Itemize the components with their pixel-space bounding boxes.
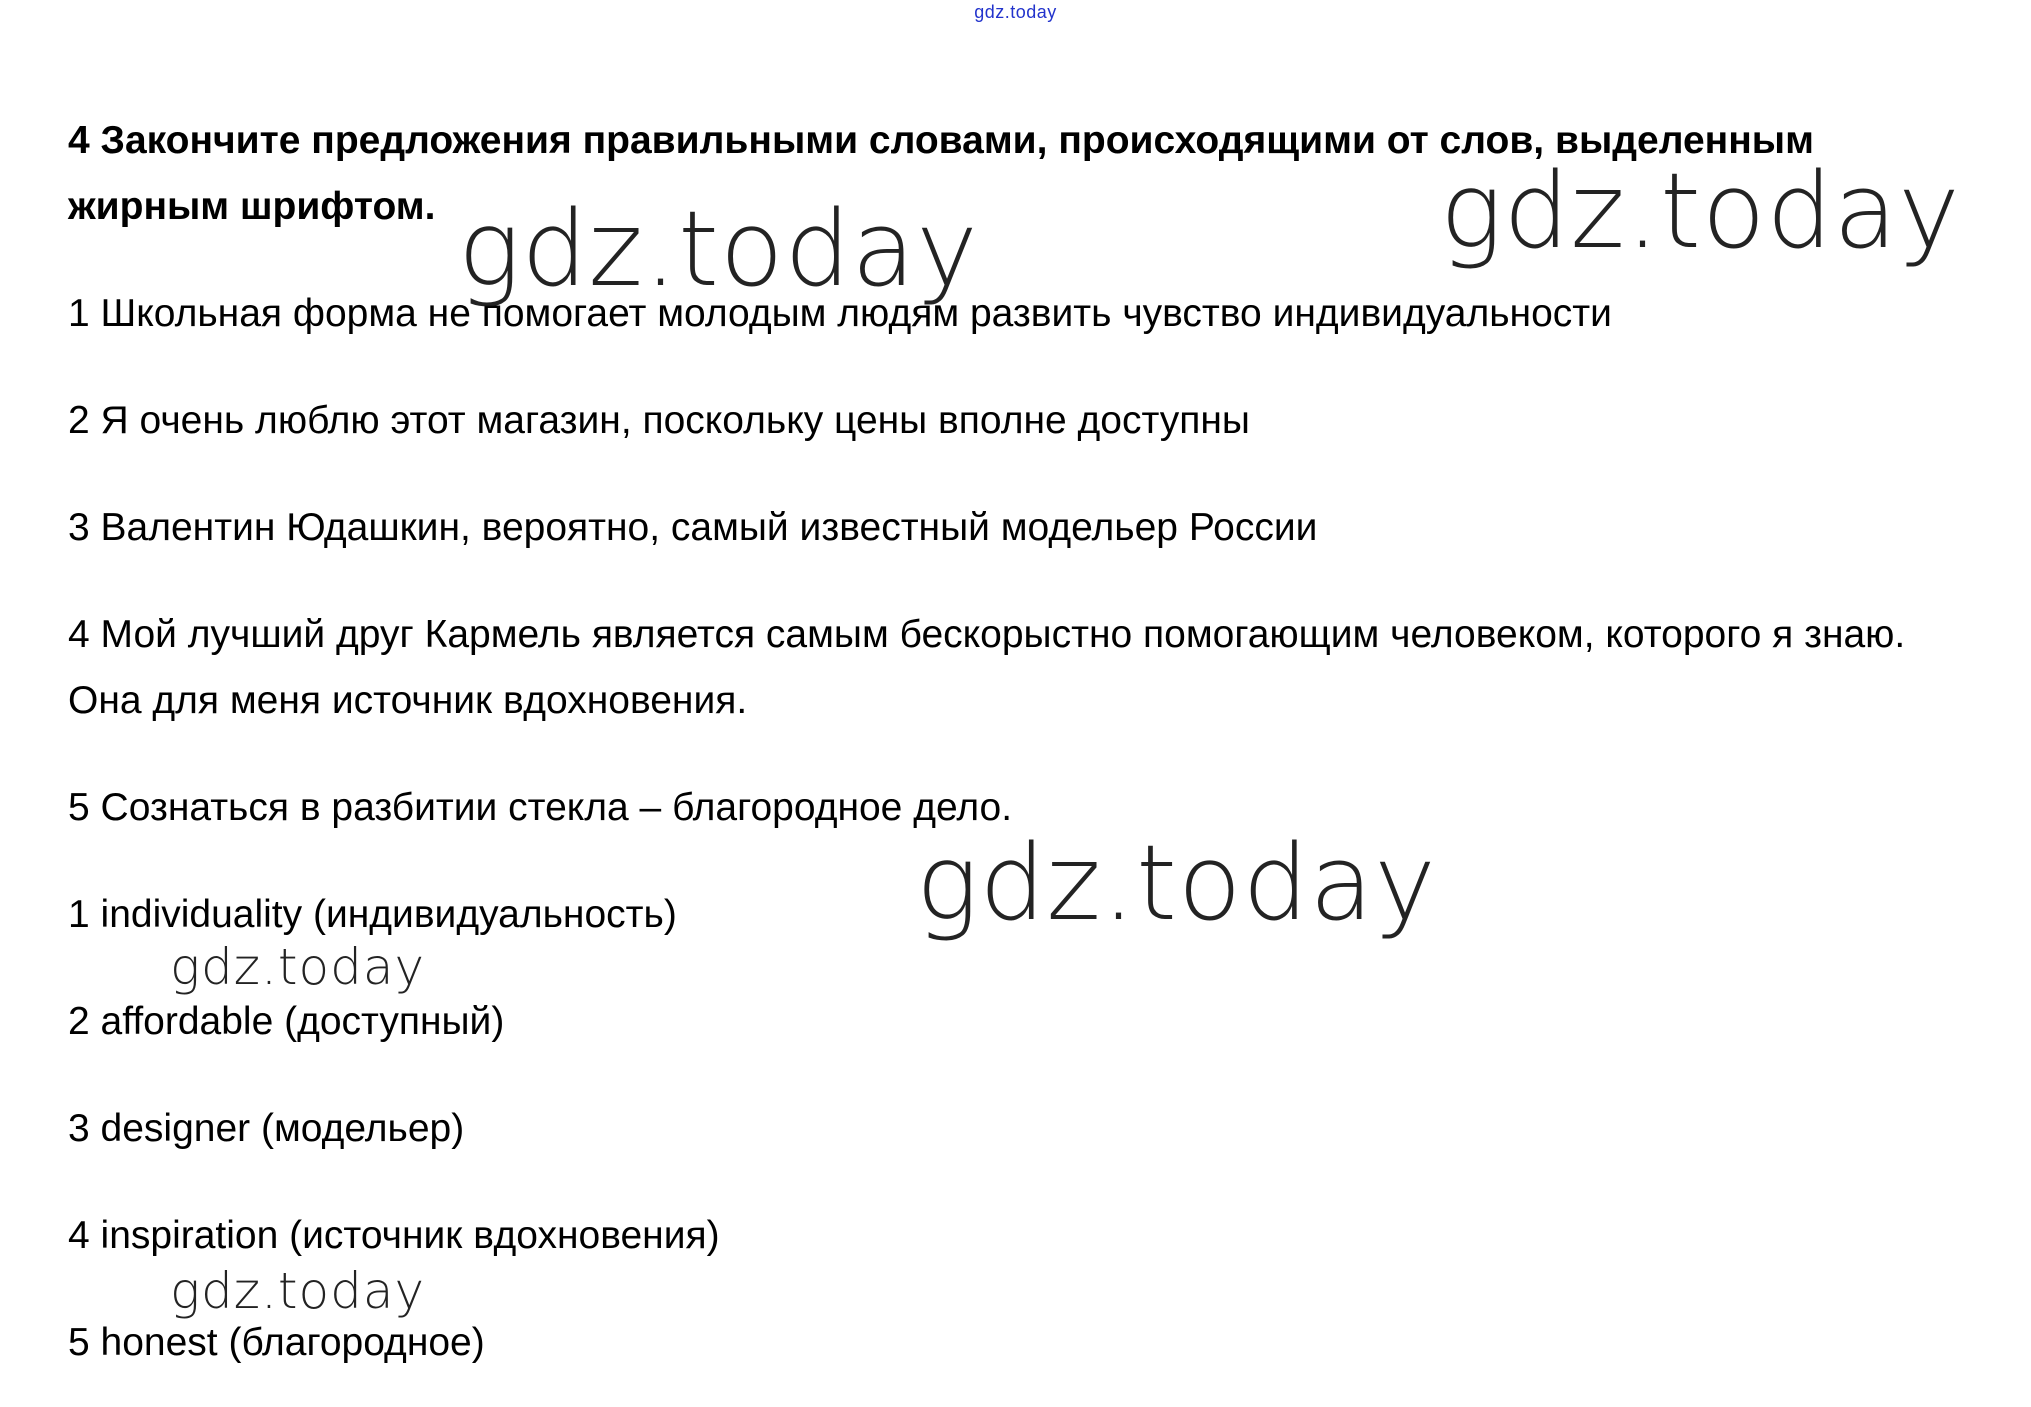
answer-3: 3 designer (модельер) (68, 1107, 465, 1150)
watermark-3: gdz.today (916, 822, 1437, 944)
sentence-4: 4 Мой лучший друг Кармель является самым бескорыстно помогающим человеком, которого я знаю. Она для меня источник вдохновения. (68, 613, 1906, 722)
answer-1: 1 individuality (индивидуальность) (68, 893, 677, 936)
document-body (68, 108, 1968, 1376)
sentence-2: 2 Я очень люблю этот магазин, поскольку цены вполне доступны (68, 399, 1250, 442)
watermark-4: gdz.today (170, 938, 426, 996)
sentence-5: 5 Сознаться в разбитии стекла – благородное дело. (68, 786, 1013, 829)
answer-4: 4 inspiration (источник вдохновения) (68, 1214, 720, 1257)
answer-5: 5 honest (благородное) (68, 1321, 485, 1364)
sentence-3: 3 Валентин Юдашкин, вероятно, самый известный модельер России (68, 506, 1318, 549)
watermark-1: gdz.today (458, 188, 979, 310)
task-title: 4 Закончите предложения правильными словами, происходящими от слов, выделенным жирным шрифтом. (68, 119, 1814, 228)
watermark-2: gdz.today (1440, 150, 1961, 272)
watermark-5: gdz.today (170, 1262, 426, 1320)
sentence-1: 1 Школьная форма не помогает молодым людям развить чувство индивидуальности (68, 292, 1612, 335)
top-watermark: gdz.today (974, 2, 1057, 22)
answer-2: 2 affordable (доступный) (68, 1000, 505, 1043)
